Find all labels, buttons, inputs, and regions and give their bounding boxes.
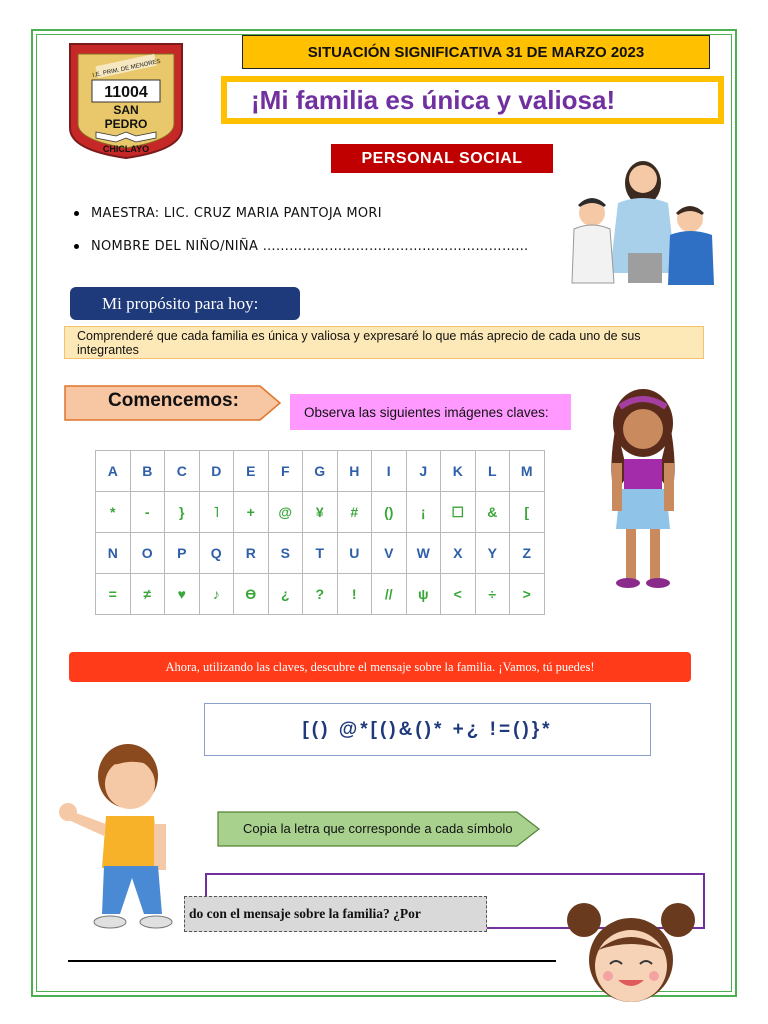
student-name-line[interactable]	[74, 230, 529, 263]
key-letter-row	[96, 451, 545, 492]
bullet-icon	[74, 211, 79, 216]
teacher-text: MAESTRA: LIC. CRUZ MARIA PANTOJA MORI	[91, 206, 382, 221]
key-letter-cell: J	[406, 451, 441, 492]
logo-school-line1: SAN	[113, 103, 139, 117]
key-symbol-row	[96, 574, 545, 615]
key-symbol-cell: ?	[303, 574, 338, 615]
key-letter-cell: F	[268, 451, 303, 492]
situation-text: SITUACIÓN SIGNIFICATIVA 31 DE MARZO 2023	[307, 43, 645, 61]
key-symbol-cell: <	[441, 574, 476, 615]
key-letter-cell: D	[199, 451, 234, 492]
school-logo	[66, 40, 186, 160]
subject-banner	[331, 144, 553, 173]
key-letter-cell: L	[475, 451, 510, 492]
key-symbol-cell: ÷	[475, 574, 510, 615]
logo-number: 11004	[104, 84, 148, 101]
logo-city: CHICLAYO	[102, 144, 150, 154]
key-symbol-cell: ♥	[165, 574, 200, 615]
key-symbol-cell: [	[510, 492, 545, 533]
key-letter-cell: O	[130, 533, 165, 574]
key-symbol-cell: ψ	[406, 574, 441, 615]
purpose-label-text: Mi propósito para hoy:	[102, 293, 259, 313]
teacher-line	[74, 197, 529, 230]
instruction-text: Ahora, utilizando las claves, descubre el mensaje sobre la familia. ¡Vamos, tú puedes!	[165, 659, 595, 674]
purpose-text-box	[64, 326, 704, 359]
question-text: do con el mensaje sobre la familia? ¿Por	[189, 906, 421, 921]
info-list	[74, 197, 529, 263]
copy-instruction-text: Copia la letra que corresponde a cada símbolo	[243, 821, 513, 836]
key-symbol-cell: ϴ	[234, 574, 269, 615]
start-arrow-banner	[64, 385, 282, 421]
boy-illustration	[58, 738, 188, 934]
key-letter-cell: V	[372, 533, 407, 574]
logo-banner-text: I.E. PRIM. DE MENORES	[92, 58, 162, 80]
key-symbol-cell: }	[165, 492, 200, 533]
key-letter-cell: T	[303, 533, 338, 574]
key-letter-cell: G	[303, 451, 338, 492]
key-symbol-cell: ¡	[406, 492, 441, 533]
key-symbol-cell: +	[234, 492, 269, 533]
key-letter-cell: S	[268, 533, 303, 574]
key-symbol-cell: #	[337, 492, 372, 533]
key-symbol-cell: ()	[372, 492, 407, 533]
key-symbol-cell: ≠	[130, 574, 165, 615]
copy-instruction-arrow	[217, 811, 541, 847]
title-box	[221, 76, 724, 124]
key-letter-cell: E	[234, 451, 269, 492]
key-symbol-cell: //	[372, 574, 407, 615]
coded-message: [() @*[()&()* +¿ !=()}*	[302, 718, 553, 740]
page-title: ¡Mi familia es única y valiosa!	[251, 84, 616, 115]
situation-banner	[242, 35, 710, 69]
family-illustration	[568, 143, 718, 293]
key-letter-cell: H	[337, 451, 372, 492]
purpose-text: Comprenderé que cada familia es única y valiosa y expresaré lo que más aprecio de cada uno de sus integrantes	[77, 328, 641, 357]
key-letter-cell: I	[372, 451, 407, 492]
key-letter-cell: P	[165, 533, 200, 574]
coded-message-box	[204, 703, 651, 756]
observe-box	[290, 394, 571, 430]
key-letter-cell: K	[441, 451, 476, 492]
key-symbol-cell: ☐	[441, 492, 476, 533]
logo-school-line2: PEDRO	[104, 117, 148, 131]
answer-line[interactable]	[68, 960, 556, 962]
key-letter-cell: U	[337, 533, 372, 574]
subject-text: PERSONAL SOCIAL	[361, 149, 523, 167]
key-symbol-cell: &	[475, 492, 510, 533]
key-letter-cell: C	[165, 451, 200, 492]
key-letter-cell: Q	[199, 533, 234, 574]
key-letter-cell: R	[234, 533, 269, 574]
key-letter-cell: W	[406, 533, 441, 574]
key-symbol-cell: !	[337, 574, 372, 615]
key-letter-cell: Z	[510, 533, 545, 574]
bullet-icon	[74, 244, 79, 249]
key-symbol-cell: =	[96, 574, 131, 615]
key-symbol-cell: *	[96, 492, 131, 533]
purpose-label	[70, 287, 300, 320]
key-symbol-cell: -	[130, 492, 165, 533]
key-letter-cell: N	[96, 533, 131, 574]
key-symbol-row	[96, 492, 545, 533]
question-box	[184, 896, 487, 932]
key-symbol-cell: ¥	[303, 492, 338, 533]
student-name-text[interactable]: NOMBRE DEL NIÑO/NIÑA ……………………………………………………	[91, 239, 529, 254]
key-letter-cell: Y	[475, 533, 510, 574]
start-label: Comencemos:	[108, 390, 239, 411]
instruction-bar	[69, 652, 691, 682]
observe-text: Observa las siguientes imágenes claves:	[304, 404, 549, 420]
key-letter-cell: M	[510, 451, 545, 492]
symbol-key-table	[95, 450, 545, 615]
key-letter-cell: A	[96, 451, 131, 492]
key-symbol-cell: @	[268, 492, 303, 533]
girl-illustration	[598, 385, 688, 595]
key-symbol-cell: ˥	[199, 492, 234, 533]
key-symbol-cell: ¿	[268, 574, 303, 615]
key-letter-cell: B	[130, 451, 165, 492]
key-symbol-cell: >	[510, 574, 545, 615]
key-letter-cell: X	[441, 533, 476, 574]
key-letter-row	[96, 533, 545, 574]
smiling-girl-face	[564, 894, 698, 1006]
key-symbol-cell: ♪	[199, 574, 234, 615]
